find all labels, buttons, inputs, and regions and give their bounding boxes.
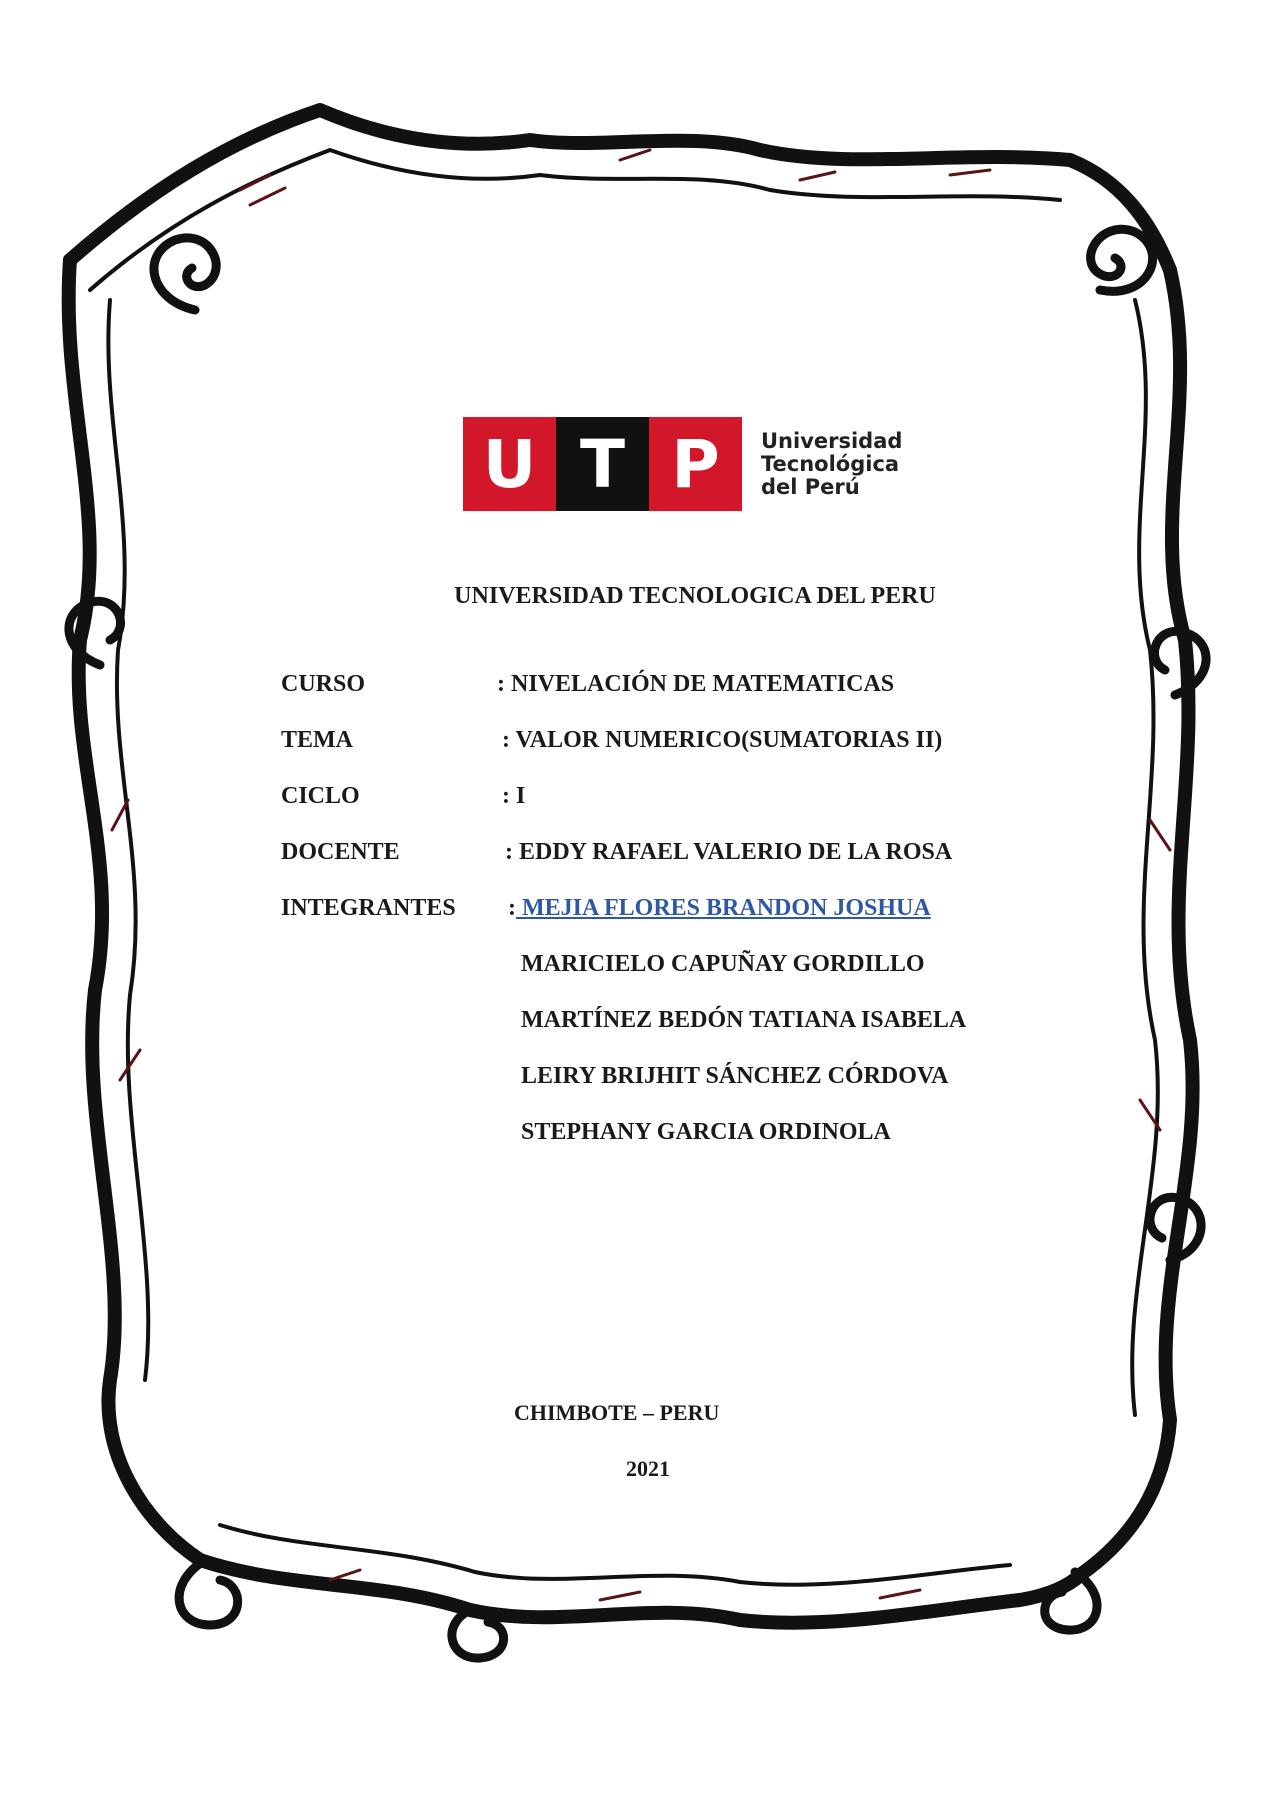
- logo-brand-line: Tecnológica: [761, 452, 900, 476]
- curso-value: : NIVELACIÓN DE MATEMATICAS: [497, 671, 895, 697]
- logo-letter-u: U: [463, 417, 556, 511]
- integrantes-value: [508, 895, 931, 922]
- logo-brand-text: [761, 430, 902, 499]
- member-link-mejia[interactable]: MEJIA FLORES BRANDON JOSHUA: [516, 895, 931, 921]
- member-name: MARTÍNEZ BEDÓN TATIANA ISABELA: [521, 1007, 967, 1033]
- logo-letter-t: T: [556, 417, 649, 511]
- utp-logo: [463, 417, 903, 511]
- footer-place: CHIMBOTE – PERU: [514, 1400, 720, 1425]
- university-title: UNIVERSIDAD TECNOLOGICA DEL PERU: [454, 583, 936, 609]
- member-name: MARICIELO CAPUÑAY GORDILLO: [521, 951, 925, 977]
- tema-value: : VALOR NUMERICO(SUMATORIAS II): [502, 727, 943, 753]
- member-name: LEIRY BRIJHIT SÁNCHEZ CÓRDOVA: [521, 1063, 949, 1089]
- docente-label: DOCENTE: [281, 839, 400, 865]
- ciclo-label: CICLO: [281, 783, 360, 809]
- integrantes-colon: :: [508, 895, 516, 921]
- footer-year: 2021: [626, 1456, 670, 1481]
- docente-value: : EDDY RAFAEL VALERIO DE LA ROSA: [505, 839, 953, 865]
- logo-letter-p: P: [649, 417, 742, 511]
- tema-label: TEMA: [281, 727, 353, 753]
- ciclo-value: : I: [502, 783, 526, 809]
- integrantes-label: INTEGRANTES: [281, 895, 456, 921]
- logo-brand-line: del Perú: [761, 475, 860, 499]
- member-name: STEPHANY GARCIA ORDINOLA: [521, 1119, 891, 1145]
- curso-label: CURSO: [281, 671, 366, 697]
- logo-brand-line: Universidad: [761, 429, 903, 453]
